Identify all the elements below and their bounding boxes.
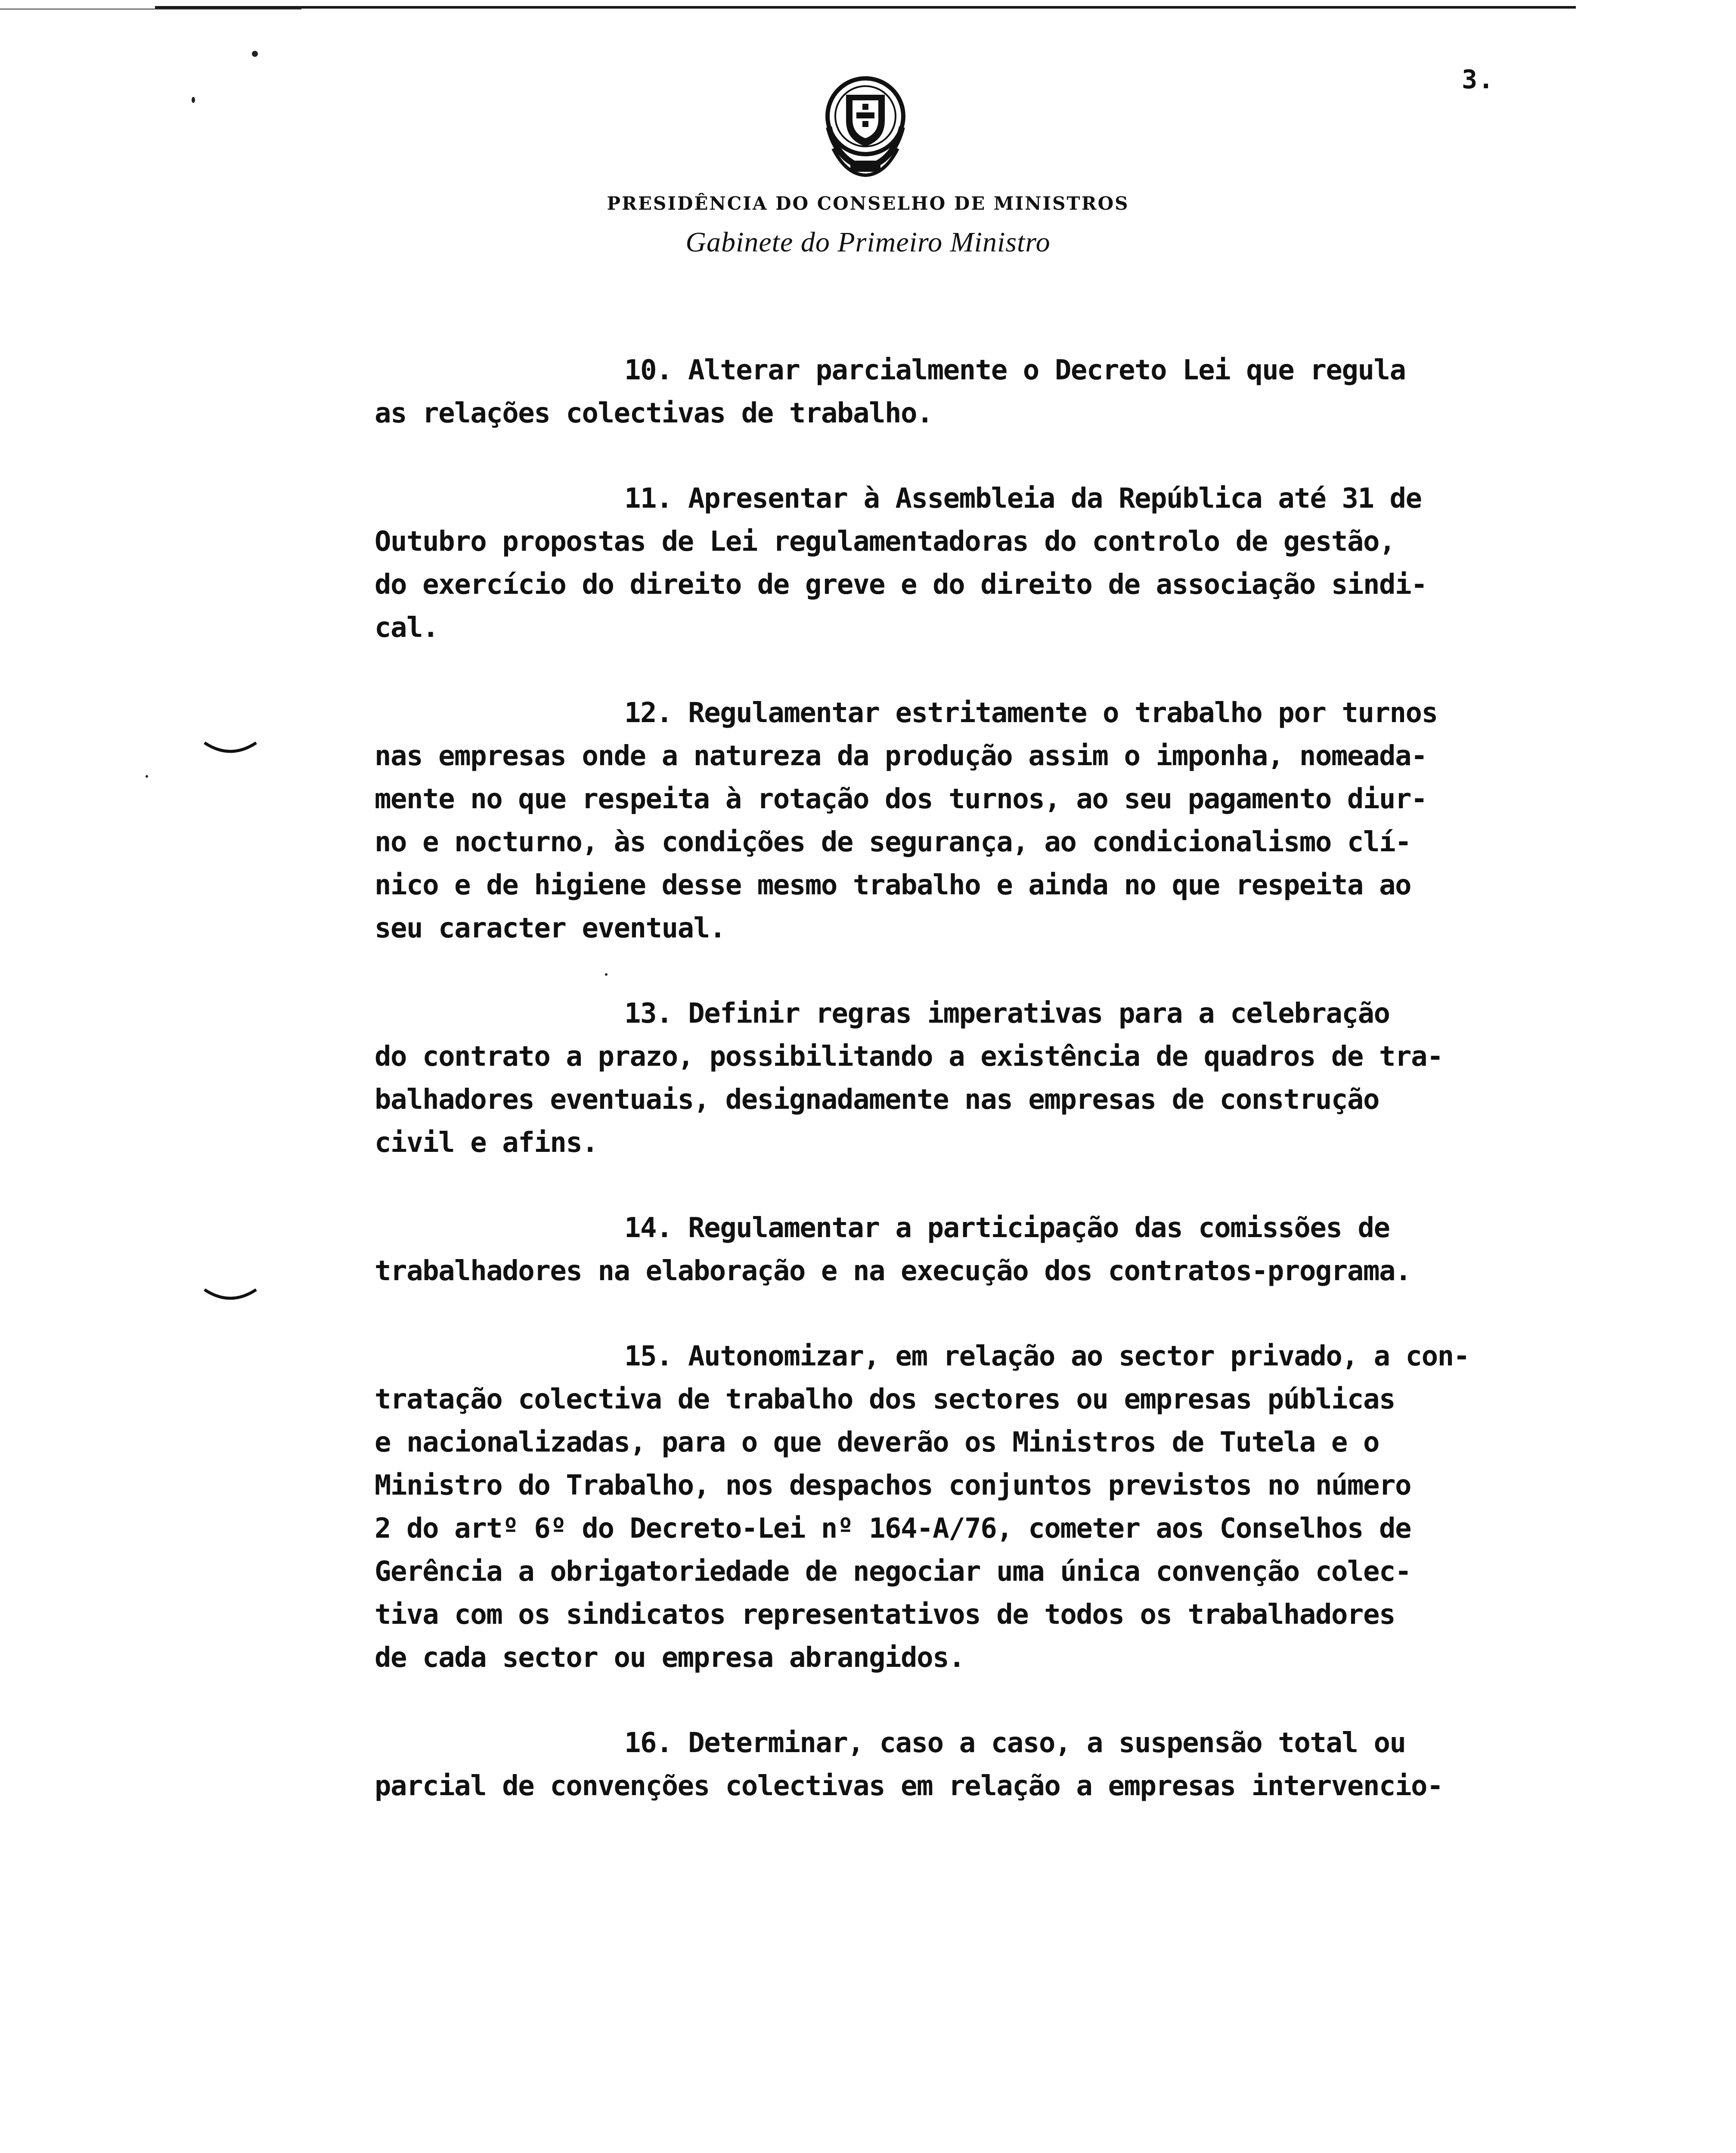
margin-tick-mark: [202, 741, 258, 758]
text-line: 11. Apresentar à Assembleia da República até 31 de: [624, 483, 1422, 515]
item-13-paragraph: [375, 992, 1546, 1164]
text-line: balhadores eventuais, designadamente nas empresas de construção: [375, 1084, 1379, 1116]
text-line: 13. Definir regras imperativas para a celebração: [624, 998, 1390, 1030]
text-line: 14. Regulamentar a participação das comissões de: [624, 1212, 1390, 1244]
margin-tick-mark: [202, 1287, 258, 1305]
text-line: mente no que respeita à rotação dos turnos, ao seu pagamento diur-: [375, 783, 1427, 815]
item-14-paragraph: [375, 1207, 1546, 1293]
text-line: 2 do artº 6º do Decreto-Lei nº 164-A/76, cometer aos Conselhos de: [375, 1513, 1411, 1545]
item-12-paragraph: [375, 692, 1546, 950]
top-border-rule: [155, 6, 1576, 9]
text-line: do exercício do direito de greve e do direito de associação sindi-: [375, 569, 1427, 601]
text-line: de cada sector ou empresa abrangidos.: [375, 1642, 965, 1674]
document-body: [375, 349, 1546, 1850]
text-line: 12. Regulamentar estritamente o trabalho por turnos: [624, 697, 1438, 729]
text-line: tiva com os sindicatos representativos de todos os trabalhadores: [375, 1599, 1395, 1631]
scan-speck: [605, 973, 608, 976]
text-line: Ministro do Trabalho, nos despachos conjuntos previstos no número: [375, 1470, 1411, 1502]
page-number: 3.: [1462, 65, 1495, 95]
institution-title: PRESIDÊNCIA DO CONSELHO DE MINISTROS: [607, 193, 1129, 214]
text-line: as relações colectivas de trabalho.: [375, 397, 933, 429]
text-line: Gerência a obrigatoriedade de negociar uma única convenção colec-: [375, 1556, 1411, 1588]
text-line: do contrato a prazo, possibilitando a existência de quadros de tra-: [375, 1041, 1443, 1073]
text-line: tratação colectiva de trabalho dos sectores ou empresas públicas: [375, 1384, 1395, 1415]
text-line: civil e afins.: [375, 1127, 598, 1159]
item-11-paragraph: [375, 477, 1546, 649]
item-16-paragraph: [375, 1722, 1546, 1808]
text-line: seu caracter eventual.: [375, 912, 725, 944]
text-line: e nacionalizadas, para o que deverão os Ministros de Tutela e o: [375, 1427, 1379, 1458]
text-line: 10. Alterar parcialmente o Decreto Lei que regula: [624, 354, 1406, 386]
text-line: nas empresas onde a natureza da produção assim o imponha, nomeada-: [375, 740, 1427, 772]
text-line: parcial de convenções colectivas em relação a empresas intervencio-: [375, 1770, 1443, 1802]
scan-speck: [192, 97, 195, 103]
scan-speck: [146, 775, 148, 778]
text-line: 16. Determinar, caso a caso, a suspensão total ou: [624, 1727, 1406, 1759]
scan-speck: [252, 51, 258, 57]
text-line: nico e de higiene desse mesmo trabalho e ainda no que respeita ao: [375, 869, 1411, 901]
office-subtitle: Gabinete do Primeiro Ministro: [685, 226, 1051, 258]
text-line: Outubro propostas de Lei regulamentadoras do controlo de gestão,: [375, 526, 1395, 558]
text-line: no e nocturno, às condições de segurança, ao condicionalismo clí-: [375, 826, 1411, 858]
item-15-paragraph: [375, 1335, 1546, 1679]
text-line: 15. Autonomizar, em relação ao sector privado, a con-: [624, 1340, 1469, 1372]
item-10-paragraph: [375, 349, 1546, 435]
coat-of-arms-emblem: [820, 75, 911, 179]
text-line: trabalhadores na elaboração e na execução dos contratos-programa.: [375, 1255, 1411, 1287]
text-line: cal.: [375, 612, 439, 644]
